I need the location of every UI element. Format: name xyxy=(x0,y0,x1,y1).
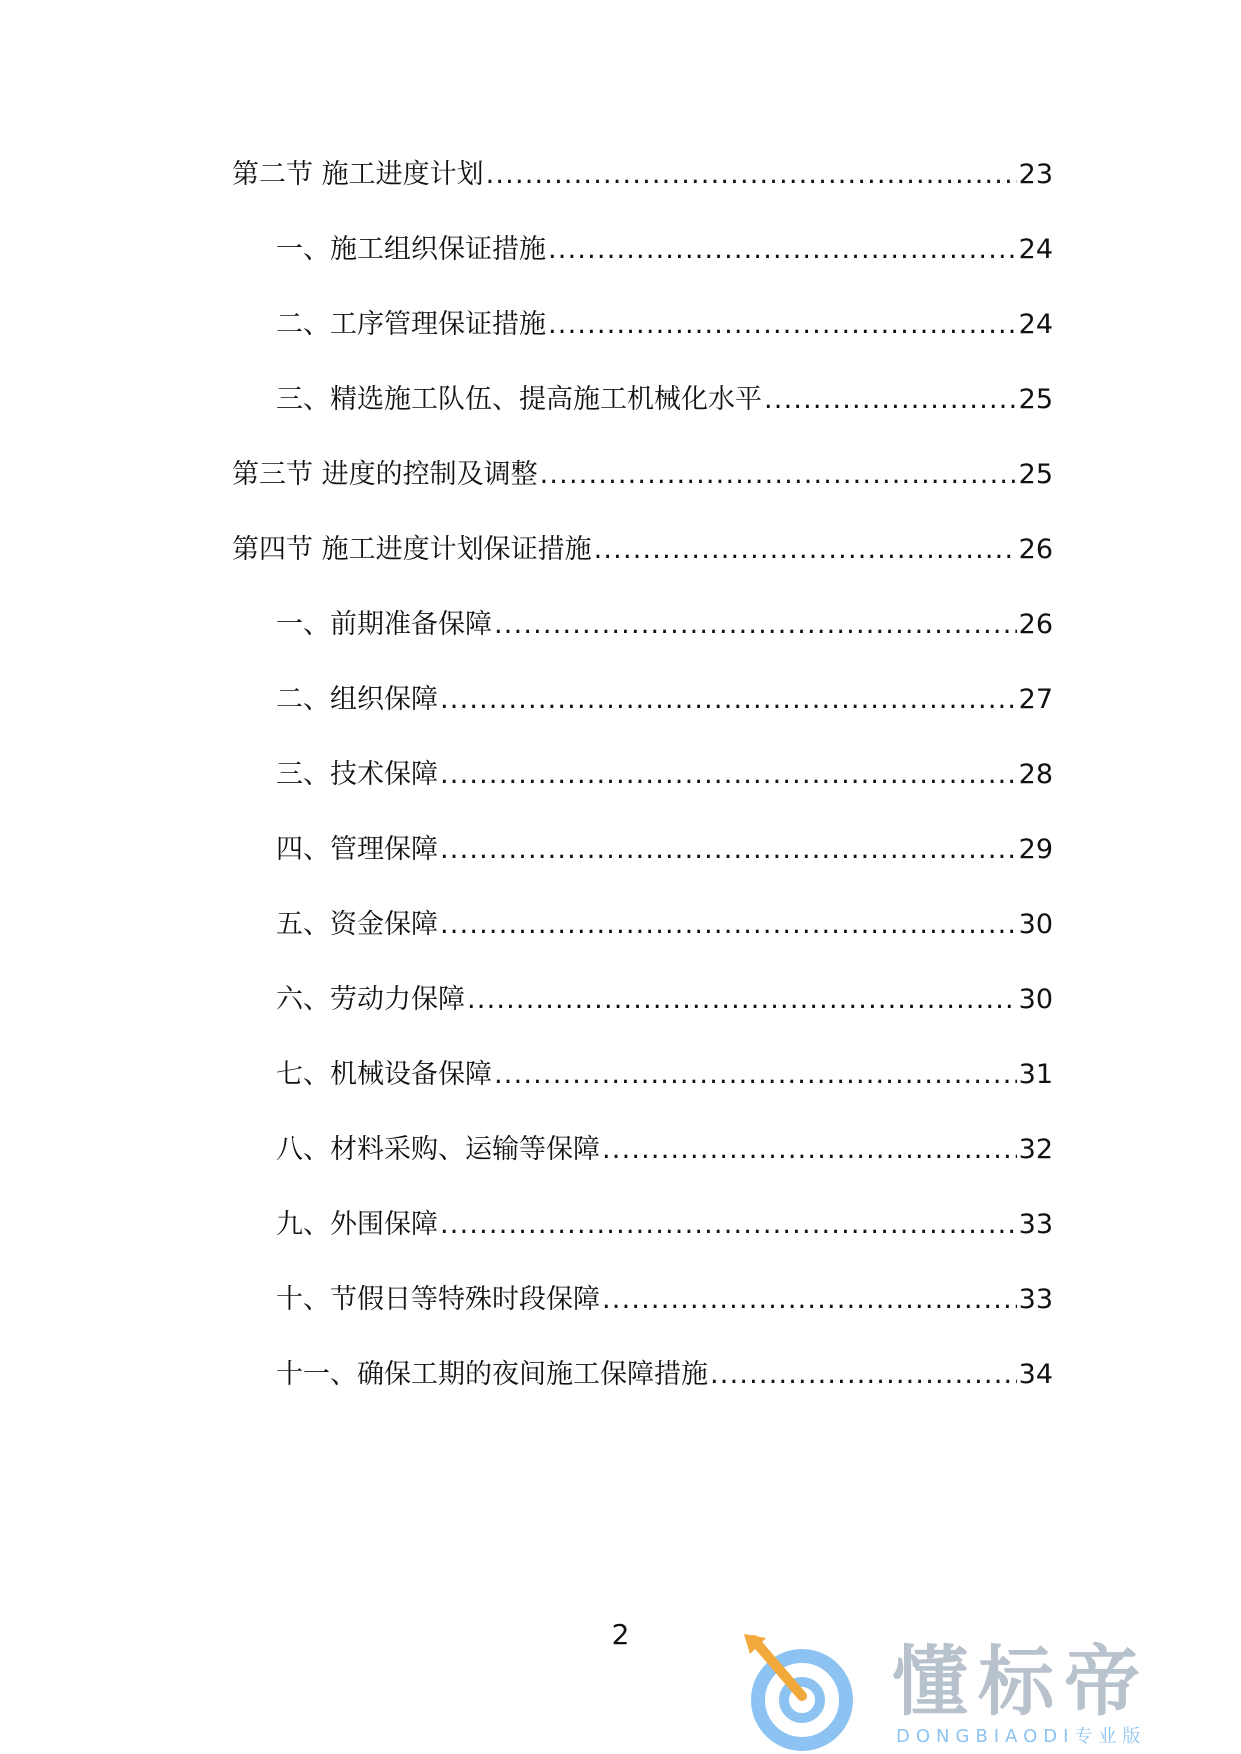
toc-entry-page: 23 xyxy=(1018,159,1053,190)
toc-entry-page: 30 xyxy=(1018,984,1053,1015)
toc-entry-item[interactable] xyxy=(276,983,1053,1017)
toc-entry-page: 32 xyxy=(1018,1134,1053,1165)
watermark-logo xyxy=(740,1632,1220,1752)
toc-entry-label: 六、劳动力保障 xyxy=(276,984,465,1015)
toc-entry-page: 34 xyxy=(1018,1359,1053,1390)
toc-entry-item[interactable] xyxy=(276,1133,1053,1167)
watermark-brand-name: 懂标帝 xyxy=(892,1637,1150,1726)
toc-entry-page: 28 xyxy=(1018,759,1053,790)
toc-dot-leader xyxy=(764,383,1017,417)
toc-entry-page: 25 xyxy=(1018,384,1053,415)
toc-entry-label: 九、外围保障 xyxy=(276,1209,438,1240)
toc-entry-page: 29 xyxy=(1018,834,1053,865)
toc-entry-page: 33 xyxy=(1018,1209,1053,1240)
toc-dot-leader xyxy=(602,1283,1017,1317)
toc-entry-item[interactable] xyxy=(276,1208,1053,1242)
toc-entry-item[interactable] xyxy=(276,908,1053,942)
toc-entry-item[interactable] xyxy=(276,1358,1053,1392)
toc-entry-section-4[interactable] xyxy=(232,533,1053,567)
toc-entry-item[interactable] xyxy=(276,833,1053,867)
toc-dot-leader xyxy=(494,608,1017,642)
watermark-brand-subtitle: DONGBIAODI专业版 xyxy=(896,1726,1147,1747)
toc-entry-label: 十、节假日等特殊时段保障 xyxy=(276,1284,600,1315)
toc-entry-page: 31 xyxy=(1018,1059,1053,1090)
toc-entry-page: 25 xyxy=(1018,459,1053,490)
toc-dot-leader xyxy=(710,1358,1017,1392)
toc-entry-page: 26 xyxy=(1018,534,1053,565)
toc-entry-label: 二、组织保障 xyxy=(276,684,438,715)
toc-entry-label: 第四节 施工进度计划保证措施 xyxy=(232,534,592,565)
toc-dot-leader xyxy=(440,683,1017,717)
toc-entry-label: 八、材料采购、运输等保障 xyxy=(276,1134,600,1165)
toc-entry-label: 二、工序管理保证措施 xyxy=(276,309,546,340)
toc-entry-page: 24 xyxy=(1018,309,1053,340)
toc-entry-item[interactable] xyxy=(276,383,1053,417)
toc-dot-leader xyxy=(440,758,1017,792)
toc-entry-item[interactable] xyxy=(276,608,1053,642)
toc-dot-leader xyxy=(440,833,1017,867)
toc-entry-item[interactable] xyxy=(276,758,1053,792)
toc-dot-leader xyxy=(540,458,1017,492)
toc-entry-item[interactable] xyxy=(276,1058,1053,1092)
toc-entry-page: 26 xyxy=(1018,609,1053,640)
toc-entry-label: 十一、确保工期的夜间施工保障措施 xyxy=(276,1359,708,1390)
toc-entry-label: 四、管理保障 xyxy=(276,834,438,865)
toc-entry-page: 33 xyxy=(1018,1284,1053,1315)
toc-entry-label: 第三节 进度的控制及调整 xyxy=(232,459,538,490)
toc-entry-label: 七、机械设备保障 xyxy=(276,1059,492,1090)
page-number: 2 xyxy=(611,1618,630,1651)
toc-dot-leader xyxy=(440,908,1017,942)
toc-entry-page: 30 xyxy=(1018,909,1053,940)
toc-entry-label: 五、资金保障 xyxy=(276,909,438,940)
toc-dot-leader xyxy=(602,1133,1017,1167)
toc-dot-leader xyxy=(486,158,1017,192)
toc-dot-leader xyxy=(467,983,1017,1017)
toc-entry-label: 三、技术保障 xyxy=(276,759,438,790)
toc-entry-label: 第二节 施工进度计划 xyxy=(232,159,484,190)
toc-entry-page: 27 xyxy=(1018,684,1053,715)
toc-dot-leader xyxy=(594,533,1017,567)
toc-entry-item[interactable] xyxy=(276,683,1053,717)
toc-dot-leader xyxy=(548,308,1017,342)
toc-entry-section-3[interactable] xyxy=(232,458,1053,492)
toc-entry-label: 三、精选施工队伍、提高施工机械化水平 xyxy=(276,384,762,415)
toc-entry-item[interactable] xyxy=(276,308,1053,342)
toc-entry-page: 24 xyxy=(1018,234,1053,265)
toc-entry-item[interactable] xyxy=(276,1283,1053,1317)
toc-entry-label: 一、前期准备保障 xyxy=(276,609,492,640)
toc-dot-leader xyxy=(440,1208,1017,1242)
toc-entry-section-2[interactable] xyxy=(232,158,1053,192)
toc-dot-leader xyxy=(494,1058,1017,1092)
target-logo-icon xyxy=(740,1632,870,1752)
toc-entry-label: 一、施工组织保证措施 xyxy=(276,234,546,265)
toc-dot-leader xyxy=(548,233,1017,267)
toc-entry-item[interactable] xyxy=(276,233,1053,267)
